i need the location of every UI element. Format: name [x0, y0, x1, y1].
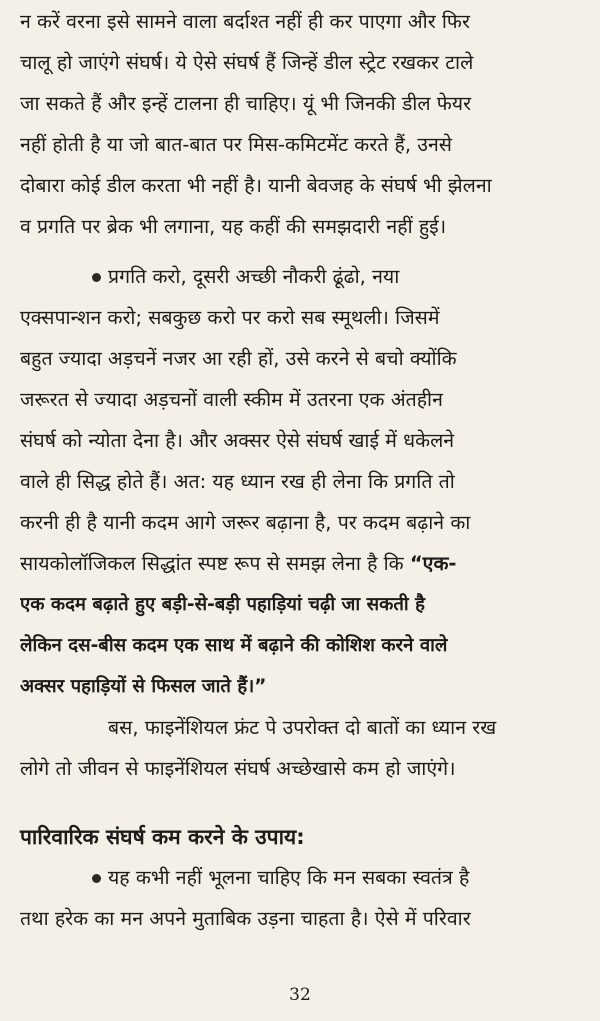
text-span: सायकोलॉजिकल सिद्धांत स्पष्ट रूप से समझ लेना है कि: [20, 552, 410, 575]
quote-bold-text: “एक-: [409, 552, 457, 575]
bullet-icon: [92, 273, 101, 282]
text-line: जरूरत से ज्यादा अड़चनों वाली स्कीम में उतरना एक अंतहीन: [20, 388, 443, 411]
text-line: बहुत ज्यादा अड़चनें नजर आ रही हों, उसे करने से बचो क्योंकि: [20, 347, 457, 370]
text-line: बस, फाइनेंशियल फ्रंट पे उपरोक्त दो बातों का ध्यान रख: [108, 716, 497, 739]
text-line: चालू हो जाएंगे संघर्ष। ये ऐसे संघर्ष हैं जिन्हें डील स्ट्रेट रखकर टाले: [20, 51, 474, 74]
text-line: दोबारा कोई डील करता भी नहीं है। यानी बेवजह के संघर्ष भी झेलना: [20, 174, 492, 197]
text-line: करनी ही है यानी कदम आगे जरूर बढ़ाना है, पर कदम बढ़ाने का: [20, 511, 471, 534]
quote-line: एक कदम बढ़ाते हुए बड़ी-से-बड़ी पहाड़ियां चढ़ी जा सकती है: [20, 594, 425, 615]
text-line: जा सकते हैं और इन्हें टालना ही चाहिए। यूं भी जिनकी डील फेयर: [20, 92, 472, 115]
quote-line: लेकिन दस-बीस कदम एक साथ में बढ़ाने की कोशिश करने वाले: [20, 635, 448, 656]
text-line: व प्रगति पर ब्रेक भी लगाना, यह कहीं की समझदारी नहीं हुई।: [20, 215, 447, 238]
text-line: वाले ही सिद्ध होते हैं। अत: यह ध्यान रख ही लेना कि प्रगति तो: [20, 470, 455, 493]
text-line: न करें वरना इसे सामने वाला बर्दाश्त नहीं ही कर पाएगा और फिर: [20, 10, 470, 33]
text-line: प्रगति करो, दूसरी अच्छी नौकरी ढूंढो, नया: [108, 265, 400, 288]
quote-line: अक्सर पहाड़ियों से फिसल जाते हैं।”: [20, 676, 267, 697]
text-line: लोगे तो जीवन से फाइनेंशियल संघर्ष अच्छेखासे कम हो जाएंगे।: [20, 757, 456, 780]
bullet-icon: [92, 874, 101, 883]
text-line: एक्सपान्शन करो; सबकुछ करो पर करो सब स्मूथली। जिसमें: [20, 306, 440, 329]
text-line: यह कभी नहीं भूलना चाहिए कि मन सबका स्वतंत्र है: [108, 866, 470, 889]
text-line: [20, 548, 582, 580]
text-line: संघर्ष को न्योता देना है। और अक्सर ऐसे संघर्ष खाई में धकेलने: [20, 429, 455, 452]
page-number: 32: [289, 985, 311, 1005]
text-line: तथा हरेक का मन अपने मुताबिक उड़ना चाहता है। ऐसे में परिवार: [20, 907, 471, 930]
section-heading: पारिवारिक संघर्ष कम करने के उपाय:: [20, 825, 305, 849]
text-line: नहीं होती है या जो बात-बात पर मिस-कमिटमेंट करते हैं, उनसे: [20, 133, 452, 156]
